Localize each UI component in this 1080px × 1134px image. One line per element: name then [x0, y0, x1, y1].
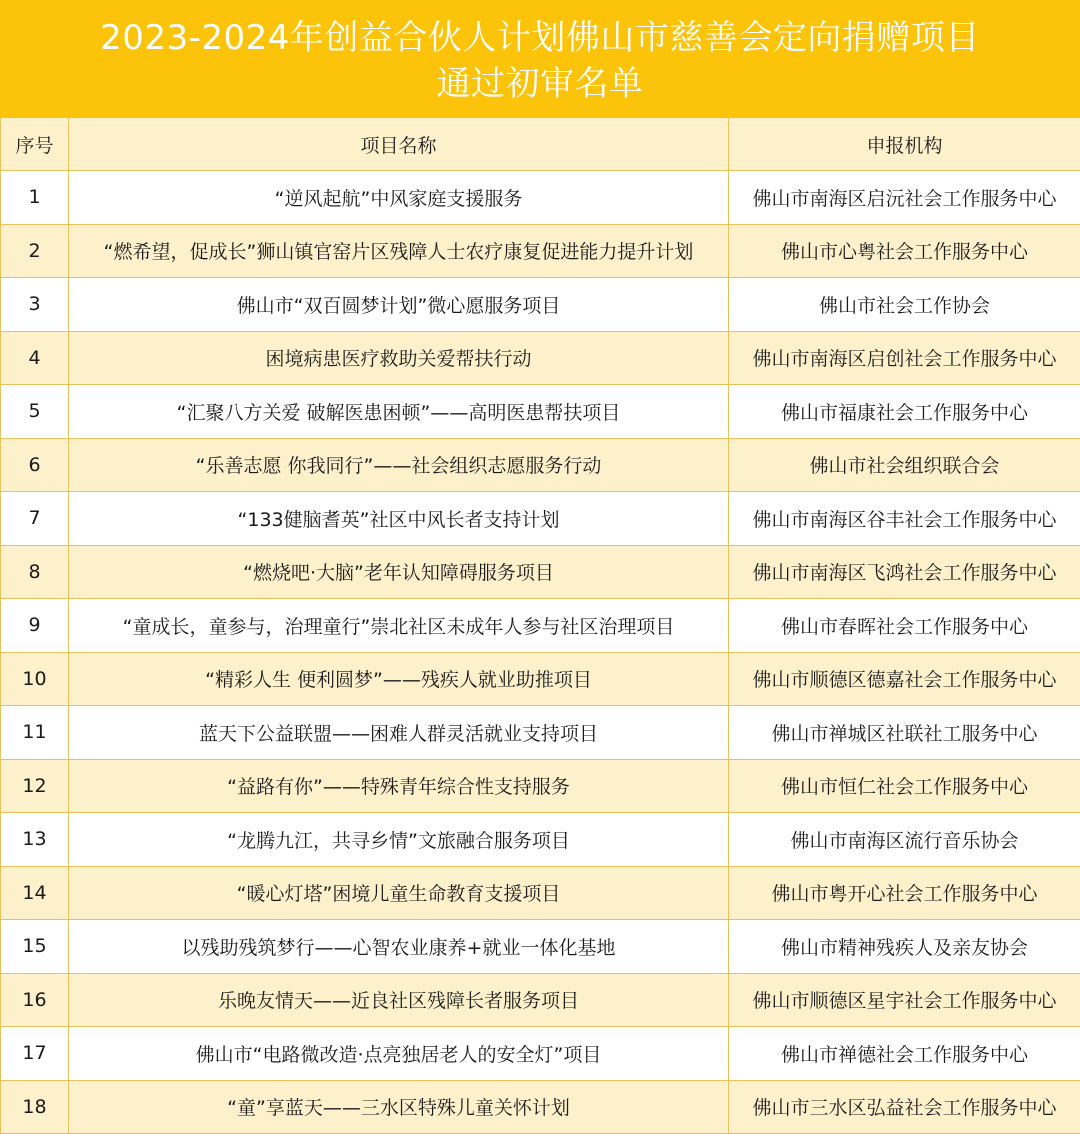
row-project-name: “逆风起航”中风家庭支援服务: [69, 171, 729, 225]
row-index: 15: [1, 920, 69, 974]
row-index: 4: [1, 331, 69, 385]
row-project-name: “乐善志愿 你我同行”——社会组织志愿服务行动: [69, 438, 729, 492]
table-row: [1, 706, 1080, 760]
table-row: [1, 759, 1080, 813]
row-project-name: “龙腾九江，共寻乡情”文旅融合服务项目: [69, 813, 729, 867]
row-index: 5: [1, 385, 69, 439]
table-header: [1, 118, 1080, 171]
row-index: 3: [1, 278, 69, 332]
row-project-name: “133健脑耆英”社区中风长者支持计划: [69, 492, 729, 546]
table-row: [1, 973, 1080, 1027]
table-row: [1, 224, 1080, 278]
title-banner: [0, 0, 1080, 117]
row-project-name: “益路有你”——特殊青年综合性支持服务: [69, 759, 729, 813]
row-project-name: “燃烧吧·大脑”老年认知障碍服务项目: [69, 545, 729, 599]
row-organization: 佛山市社会工作协会: [729, 278, 1080, 332]
row-project-name: 佛山市“双百圆梦计划”微心愿服务项目: [69, 278, 729, 332]
row-project-name: 以残助残筑梦行——心智农业康养+就业一体化基地: [69, 920, 729, 974]
row-organization: 佛山市春晖社会工作服务中心: [729, 599, 1080, 653]
table-row: [1, 652, 1080, 706]
table-row: [1, 866, 1080, 920]
row-organization: 佛山市禅德社会工作服务中心: [729, 1027, 1080, 1081]
row-project-name: “汇聚八方关爱 破解医患困顿”——高明医患帮扶项目: [69, 385, 729, 439]
row-index: 10: [1, 652, 69, 706]
table-row: [1, 492, 1080, 546]
table-body: [1, 171, 1080, 1134]
table-row: [1, 545, 1080, 599]
row-organization: 佛山市南海区谷丰社会工作服务中心: [729, 492, 1080, 546]
row-index: 9: [1, 599, 69, 653]
title-line-1: 2023-2024年创益合伙人计划佛山市慈善会定向捐赠项目: [100, 15, 980, 61]
row-index: 11: [1, 706, 69, 760]
table-row: [1, 331, 1080, 385]
row-project-name: 蓝天下公益联盟——困难人群灵活就业支持项目: [69, 706, 729, 760]
header-index: 序号: [1, 118, 69, 171]
table-row: [1, 599, 1080, 653]
row-index: 6: [1, 438, 69, 492]
row-index: 2: [1, 224, 69, 278]
row-project-name: “童成长，童参与，治理童行”崇北社区未成年人参与社区治理项目: [69, 599, 729, 653]
header-row: [1, 118, 1080, 171]
row-project-name: “燃希望，促成长”狮山镇官窑片区残障人士农疗康复促进能力提升计划: [69, 224, 729, 278]
row-organization: 佛山市禅城区社联社工服务中心: [729, 706, 1080, 760]
row-index: 1: [1, 171, 69, 225]
table-row: [1, 1027, 1080, 1081]
table-row: [1, 278, 1080, 332]
row-index: 14: [1, 866, 69, 920]
title-line-2: 通过初审名单: [437, 61, 644, 107]
row-organization: 佛山市南海区启沅社会工作服务中心: [729, 171, 1080, 225]
row-index: 13: [1, 813, 69, 867]
header-organization: 申报机构: [729, 118, 1080, 171]
row-index: 12: [1, 759, 69, 813]
row-index: 17: [1, 1027, 69, 1081]
row-organization: 佛山市南海区飞鸿社会工作服务中心: [729, 545, 1080, 599]
row-organization: 佛山市顺德区星宇社会工作服务中心: [729, 973, 1080, 1027]
row-project-name: 佛山市“电路微改造·点亮独居老人的安全灯”项目: [69, 1027, 729, 1081]
row-organization: 佛山市福康社会工作服务中心: [729, 385, 1080, 439]
table-row: [1, 171, 1080, 225]
row-index: 7: [1, 492, 69, 546]
table-row: [1, 813, 1080, 867]
row-index: 16: [1, 973, 69, 1027]
row-organization: 佛山市粤开心社会工作服务中心: [729, 866, 1080, 920]
row-project-name: “精彩人生 便利圆梦”——残疾人就业助推项目: [69, 652, 729, 706]
row-project-name: 困境病患医疗救助关爱帮扶行动: [69, 331, 729, 385]
table-row: [1, 920, 1080, 974]
header-project-name: 项目名称: [69, 118, 729, 171]
row-project-name: “暖心灯塔”困境儿童生命教育支援项目: [69, 866, 729, 920]
table-row: [1, 385, 1080, 439]
row-organization: 佛山市恒仁社会工作服务中心: [729, 759, 1080, 813]
row-index: 8: [1, 545, 69, 599]
row-organization: 佛山市三水区弘益社会工作服务中心: [729, 1080, 1080, 1134]
row-organization: 佛山市南海区启创社会工作服务中心: [729, 331, 1080, 385]
table-row: [1, 438, 1080, 492]
row-project-name: “童”享蓝天——三水区特殊儿童关怀计划: [69, 1080, 729, 1134]
table-row: [1, 1080, 1080, 1134]
row-organization: 佛山市顺德区德嘉社会工作服务中心: [729, 652, 1080, 706]
row-project-name: 乐晚友情天——近良社区残障长者服务项目: [69, 973, 729, 1027]
row-organization: 佛山市心粤社会工作服务中心: [729, 224, 1080, 278]
row-organization: 佛山市精神残疾人及亲友协会: [729, 920, 1080, 974]
approved-projects-table: [0, 117, 1080, 1134]
row-organization: 佛山市南海区流行音乐协会: [729, 813, 1080, 867]
row-index: 18: [1, 1080, 69, 1134]
row-organization: 佛山市社会组织联合会: [729, 438, 1080, 492]
